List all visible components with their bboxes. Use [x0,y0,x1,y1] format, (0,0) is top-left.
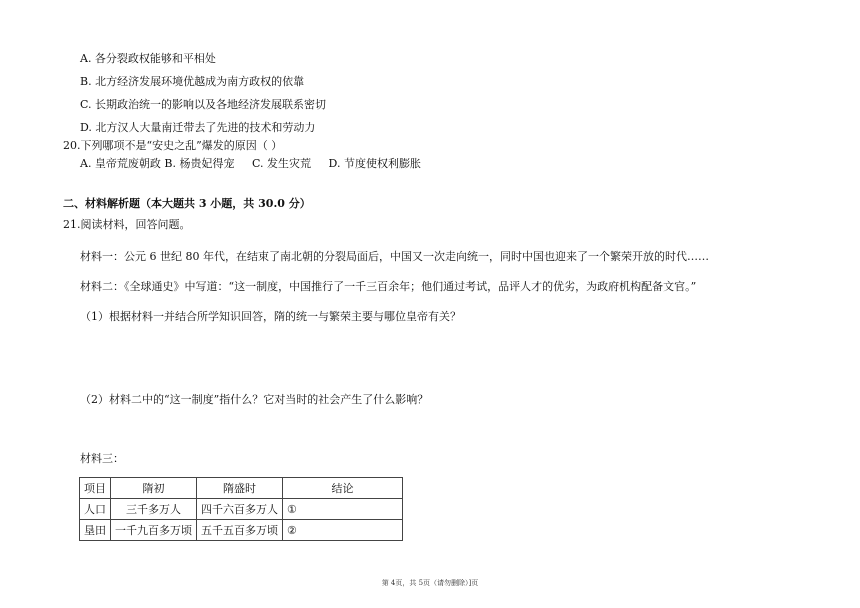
option-19-d: D. 北方汉人大量南迁带去了先进的技术和劳动力 [80,121,316,134]
option-19-c: C. 长期政治统一的影响以及各地经济发展联系密切 [80,98,327,111]
table-header-cell: 隋初 [111,478,197,499]
material-2: 材料二：《全球通史》中写道：“这一制度，中国推行了一千三百余年；他们通过考试，品评人才的优劣，为政府机构配备文官。” [80,280,697,293]
option-19-b: B. 北方经济发展环境优越成为南方政权的依靠 [80,75,305,88]
table-header-row [80,478,403,499]
table-row [80,520,403,541]
question-20-options [80,157,421,171]
option-20-d: D. 节度使权利膨胀 [328,157,421,170]
sub-question-2: （2）材料二中的“这一制度”指什么？它对当时的社会产生了什么影响？ [80,393,429,406]
table-header-cell: 隋盛时 [197,478,283,499]
material-3-label: 材料三： [80,452,124,465]
table-cell: ② [283,520,403,541]
page-footer: 第 4页，共 5页（请勿删除）]页 [381,579,479,587]
section-2-heading: 二、材料解析题（本大题共 3 小题，共 30.0 分） [63,197,311,210]
question-20-stem: 20.下列哪项不是“安史之乱”爆发的原因（ ） [63,139,283,152]
table-cell: 三千多万人 [111,499,197,520]
data-table [79,477,403,541]
option-19-a: A. 各分裂政权能够和平相处 [80,52,216,65]
option-20-ab: A. 皇帝荒废朝政 B. 杨贵妃得宠 [80,157,235,170]
table-cell: 五千五百多万顷 [197,520,283,541]
table-cell: 垦田 [80,520,111,541]
material-1: 材料一：公元 6 世纪 80 年代，在结束了南北朝的分裂局面后，中国又一次走向统一，同时中国也迎来了一个繁荣开放的时代…… [80,250,709,263]
sub-question-1: （1）根据材料一并结合所学知识回答，隋的统一与繁荣主要与哪位皇帝有关？ [80,310,461,323]
table-header-cell: 结论 [283,478,403,499]
option-20-c: C. 发生灾荒 [252,157,312,170]
table-cell: 一千九百多万顷 [111,520,197,541]
table-header-cell: 项目 [80,478,111,499]
table-row [80,499,403,520]
table-cell: 人口 [80,499,111,520]
table-cell: ① [283,499,403,520]
question-21-stem: 21.阅读材料，回答问题。 [63,218,191,231]
table-cell: 四千六百多万人 [197,499,283,520]
